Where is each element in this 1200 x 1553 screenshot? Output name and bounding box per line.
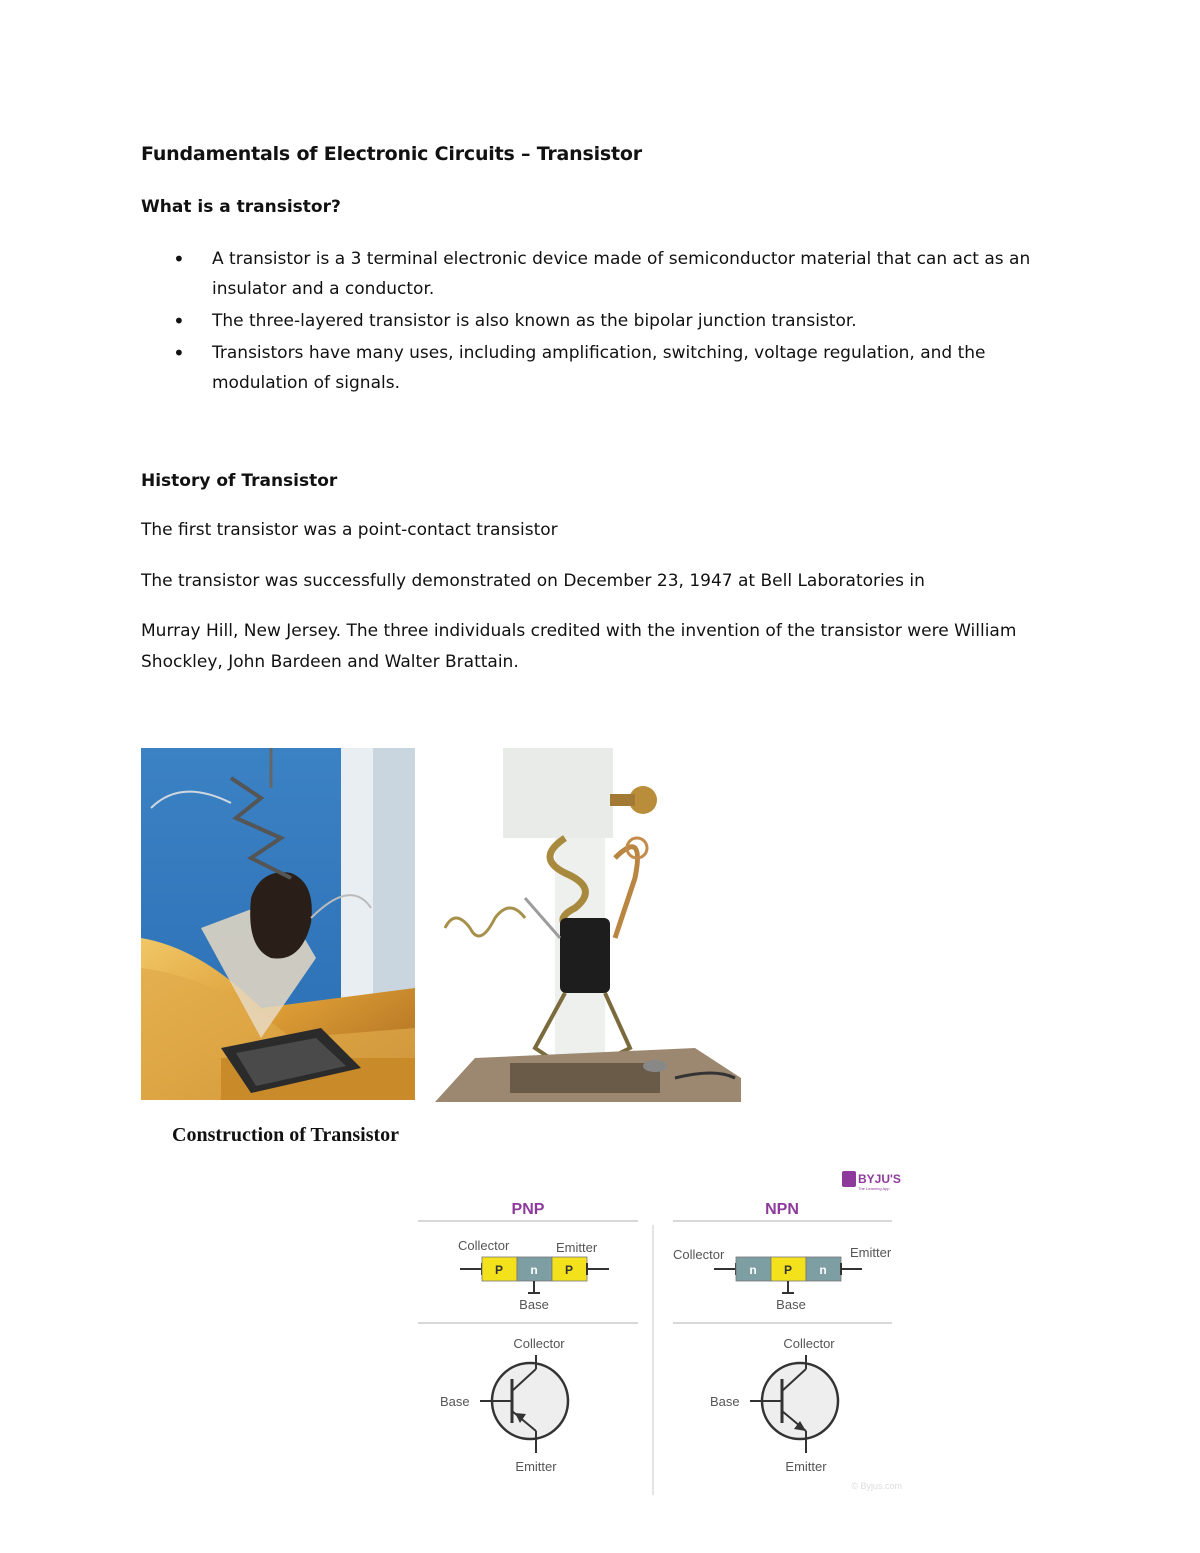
pnp-layer-1: P <box>494 1263 504 1277</box>
pnp-symbol-collector: Collector <box>513 1336 565 1351</box>
npn-title: NPN <box>765 1201 799 1218</box>
history-paragraph-1: The first transistor was a point-contact transistor <box>141 520 558 540</box>
npn-symbol-collector: Collector <box>783 1336 835 1351</box>
npn-layer-3: n <box>819 1263 827 1277</box>
npn-symbol-emitter: Emitter <box>785 1459 827 1474</box>
npn-collector-label: Collector <box>673 1247 725 1262</box>
npn-base-label: Base <box>776 1297 806 1312</box>
npn-layer-2: P <box>783 1263 793 1277</box>
heading-what-is-transistor: What is a transistor? <box>141 197 341 217</box>
pnp-symbol-emitter: Emitter <box>515 1459 557 1474</box>
heading-construction: Construction of Transistor <box>172 1124 400 1146</box>
history-paragraph-3: Murray Hill, New Jersey. The three individuals credited with the invention of the transistor were William Shockley, John Bardeen and Walter Brattain. <box>141 621 1017 672</box>
definition-list <box>141 244 1061 400</box>
pnp-collector-label: Collector <box>458 1238 510 1253</box>
pnp-layer-3: P <box>564 1263 574 1277</box>
npn-emitter-label: Emitter <box>850 1245 892 1260</box>
history-paragraph-2: The transistor was successfully demonstrated on December 23, 1947 at Bell Laboratories in <box>141 571 925 591</box>
pnp-base-label: Base <box>519 1297 549 1312</box>
logo-tagline: The Learning App <box>858 1186 890 1191</box>
pnp-layer-2: n <box>530 1263 538 1277</box>
point-contact-transistor-photo-1 <box>141 748 415 1100</box>
diagram-watermark: © Byjus.com <box>851 1481 902 1491</box>
document-title: Fundamentals of Electronic Circuits – Transistor <box>141 143 642 165</box>
list-item: • The three-layered transistor is also known as the bipolar junction transistor. <box>141 306 1061 336</box>
list-item: • Transistors have many uses, including amplification, switching, voltage regulation, and the modulation of signals. <box>141 338 1061 398</box>
list-item: • A transistor is a 3 terminal electronic device made of semiconductor material that can act as an insulator and a conductor. <box>141 244 1061 304</box>
pnp-emitter-label: Emitter <box>556 1240 598 1255</box>
pnp-npn-diagram <box>412 1165 908 1500</box>
logo-text: BYJU'S <box>858 1172 901 1186</box>
pnp-title: PNP <box>511 1201 545 1218</box>
point-contact-transistor-photo-2 <box>415 748 741 1102</box>
npn-layer-1: n <box>749 1263 757 1277</box>
npn-symbol-base: Base <box>710 1394 740 1409</box>
heading-history: History of Transistor <box>141 471 338 491</box>
pnp-symbol-base: Base <box>440 1394 470 1409</box>
